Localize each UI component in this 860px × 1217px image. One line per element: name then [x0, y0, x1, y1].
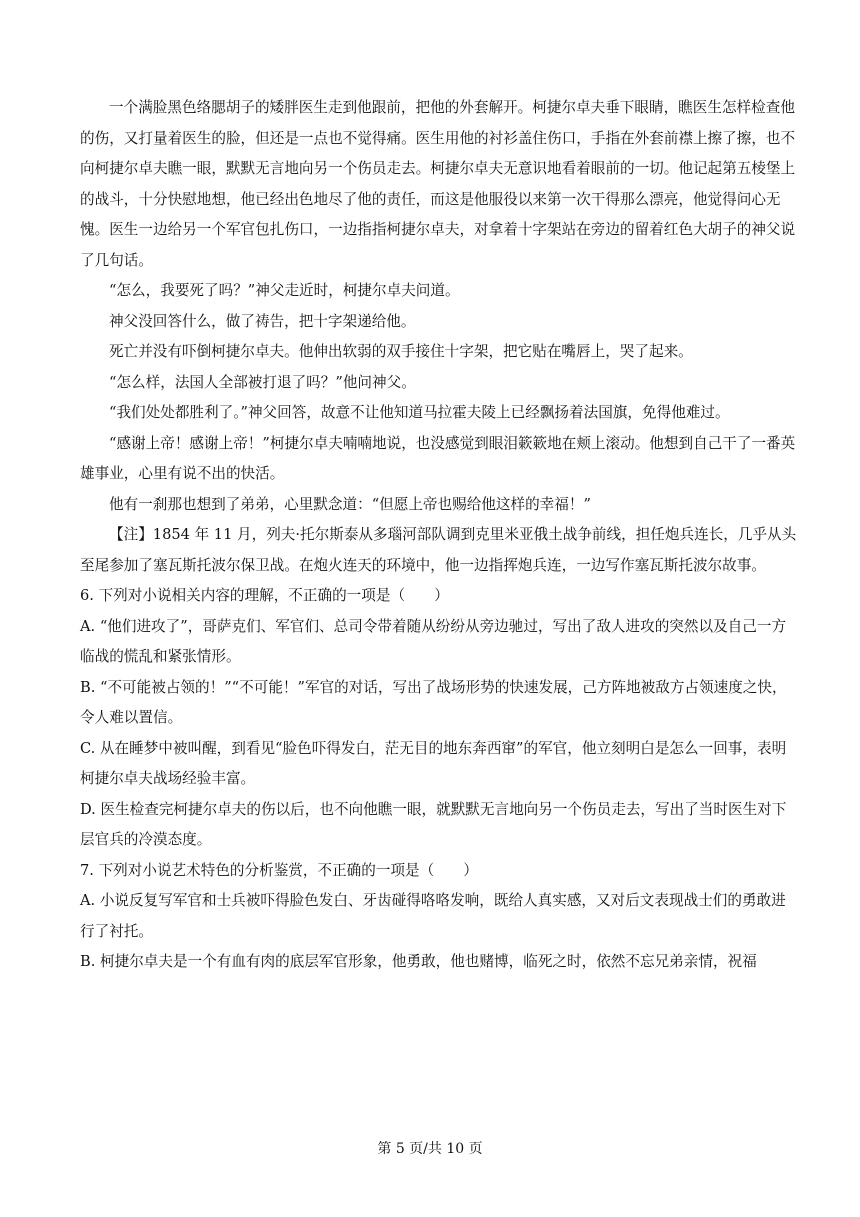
question-option: C. 从在睡梦中被叫醒，到看见“脸色吓得发白，茫无目的地东奔西窜”的军官，他立刻明白是怎么一回事，表明柯捷尔卓夫战场经验丰富。 [80, 739, 787, 787]
note-label: 【注】 [109, 526, 153, 543]
question-option: A. 小说反复写军官和士兵被吓得脸色发白、牙齿碰得咯咯发响，既给人真实感，又对后文表现战士们的勇敢进行了衬托。 [80, 892, 786, 940]
story-paragraph: 神父没回答什么，做了祷告，把十字架递给他。 [109, 312, 416, 330]
note-text: 1854 年 11 月，列夫·托尔斯泰从多瑙河部队调到克里米亚俄土战争前线，担任炮兵连长，几乎从头至尾参加了塞瓦斯托波尔保卫战。在炮火连天的环境中，他一边指挥炮兵连，一边写作塞瓦斯托波尔故事。 [80, 526, 797, 574]
question-option: B. 柯捷尔卓夫是一个有血有肉的底层军官形象，他勇敢，他也赌博，临死之时，依然不忘兄弟亲情，祝福 [80, 953, 757, 970]
question-stem: 7. 下列对小说艺术特色的分析鉴赏，不正确的一项是（ ） [80, 861, 479, 879]
story-paragraph: 他有一刹那也想到了弟弟，心里默念道：“但愿上帝也赐给他这样的幸福！” [109, 495, 591, 513]
document-body [80, 93, 800, 978]
story-paragraph: “怎么，我要死了吗？”神父走近时，柯捷尔卓夫问道。 [109, 282, 460, 299]
page-footer: 第 5 页/共 10 页 [377, 1141, 483, 1157]
story-paragraph: “感谢上帝！感谢上帝！”柯捷尔卓夫喃喃地说，也没感觉到眼泪簌簌地在颊上滚动。他想到自己干了一番英雄事业，心里有说不出的快活。 [80, 434, 796, 482]
question-stem: 6. 下列对小说相关内容的理解，不正确的一项是（ ） [80, 587, 449, 604]
question-option: D. 医生检查完柯捷尔卓夫的伤以后，也不向他瞧一眼，就默默无言地向另一个伤员走去，写出了当时医生对下层官兵的冷漠态度。 [80, 800, 787, 848]
question-option: B. “不可能被占领的！”“不可能！”军官的对话，写出了战场形势的快速发展，己方阵地被敌方占领速度之快，令人难以置信。 [80, 678, 787, 726]
story-paragraph: 死亡并没有吓倒柯捷尔卓夫。他伸出软弱的双手接住十字架，把它贴在嘴唇上，哭了起来。 [109, 343, 693, 360]
question-option: A. “他们进攻了”，哥萨克们、军官们、总司令带着随从纷纷从旁边驰过，写出了敌人进攻的突然以及自己一方临战的慌乱和紧张情形。 [80, 617, 787, 665]
story-paragraph: “我们处处都胜利了。”神父回答，故意不让他知道马拉霍夫陵上已经飘扬着法国旗，免得他难过。 [109, 404, 730, 421]
story-note [80, 520, 800, 581]
story-paragraph: 一个满脸黑色络腮胡子的矮胖医生走到他跟前，把他的外套解开。柯捷尔卓夫垂下眼睛，瞧医生怎样检查他的伤，又打量着医生的脸，但还是一点也不觉得痛。医生用他的衬衫盖住伤口，手指在外套前襟上擦了擦，也不向柯捷尔卓夫瞧一眼，默默无言地向另一个伤员走去。柯捷尔卓夫无意识地看着眼前的一切。他记起第五棱堡上的战斗，十分快慰地想，他已经出色地尽了他的责任，而这是他服役以来第一次干得那么漂亮，他觉得问心无愧。医生一边给另一个军官包扎伤口，一边指指柯捷尔卓夫，对拿着十字架站在旁边的留着红色大胡子的神父说了几句话。 [80, 99, 796, 269]
story-paragraph: “怎么样，法国人全部被打退了吗？”他问神父。 [109, 373, 416, 391]
